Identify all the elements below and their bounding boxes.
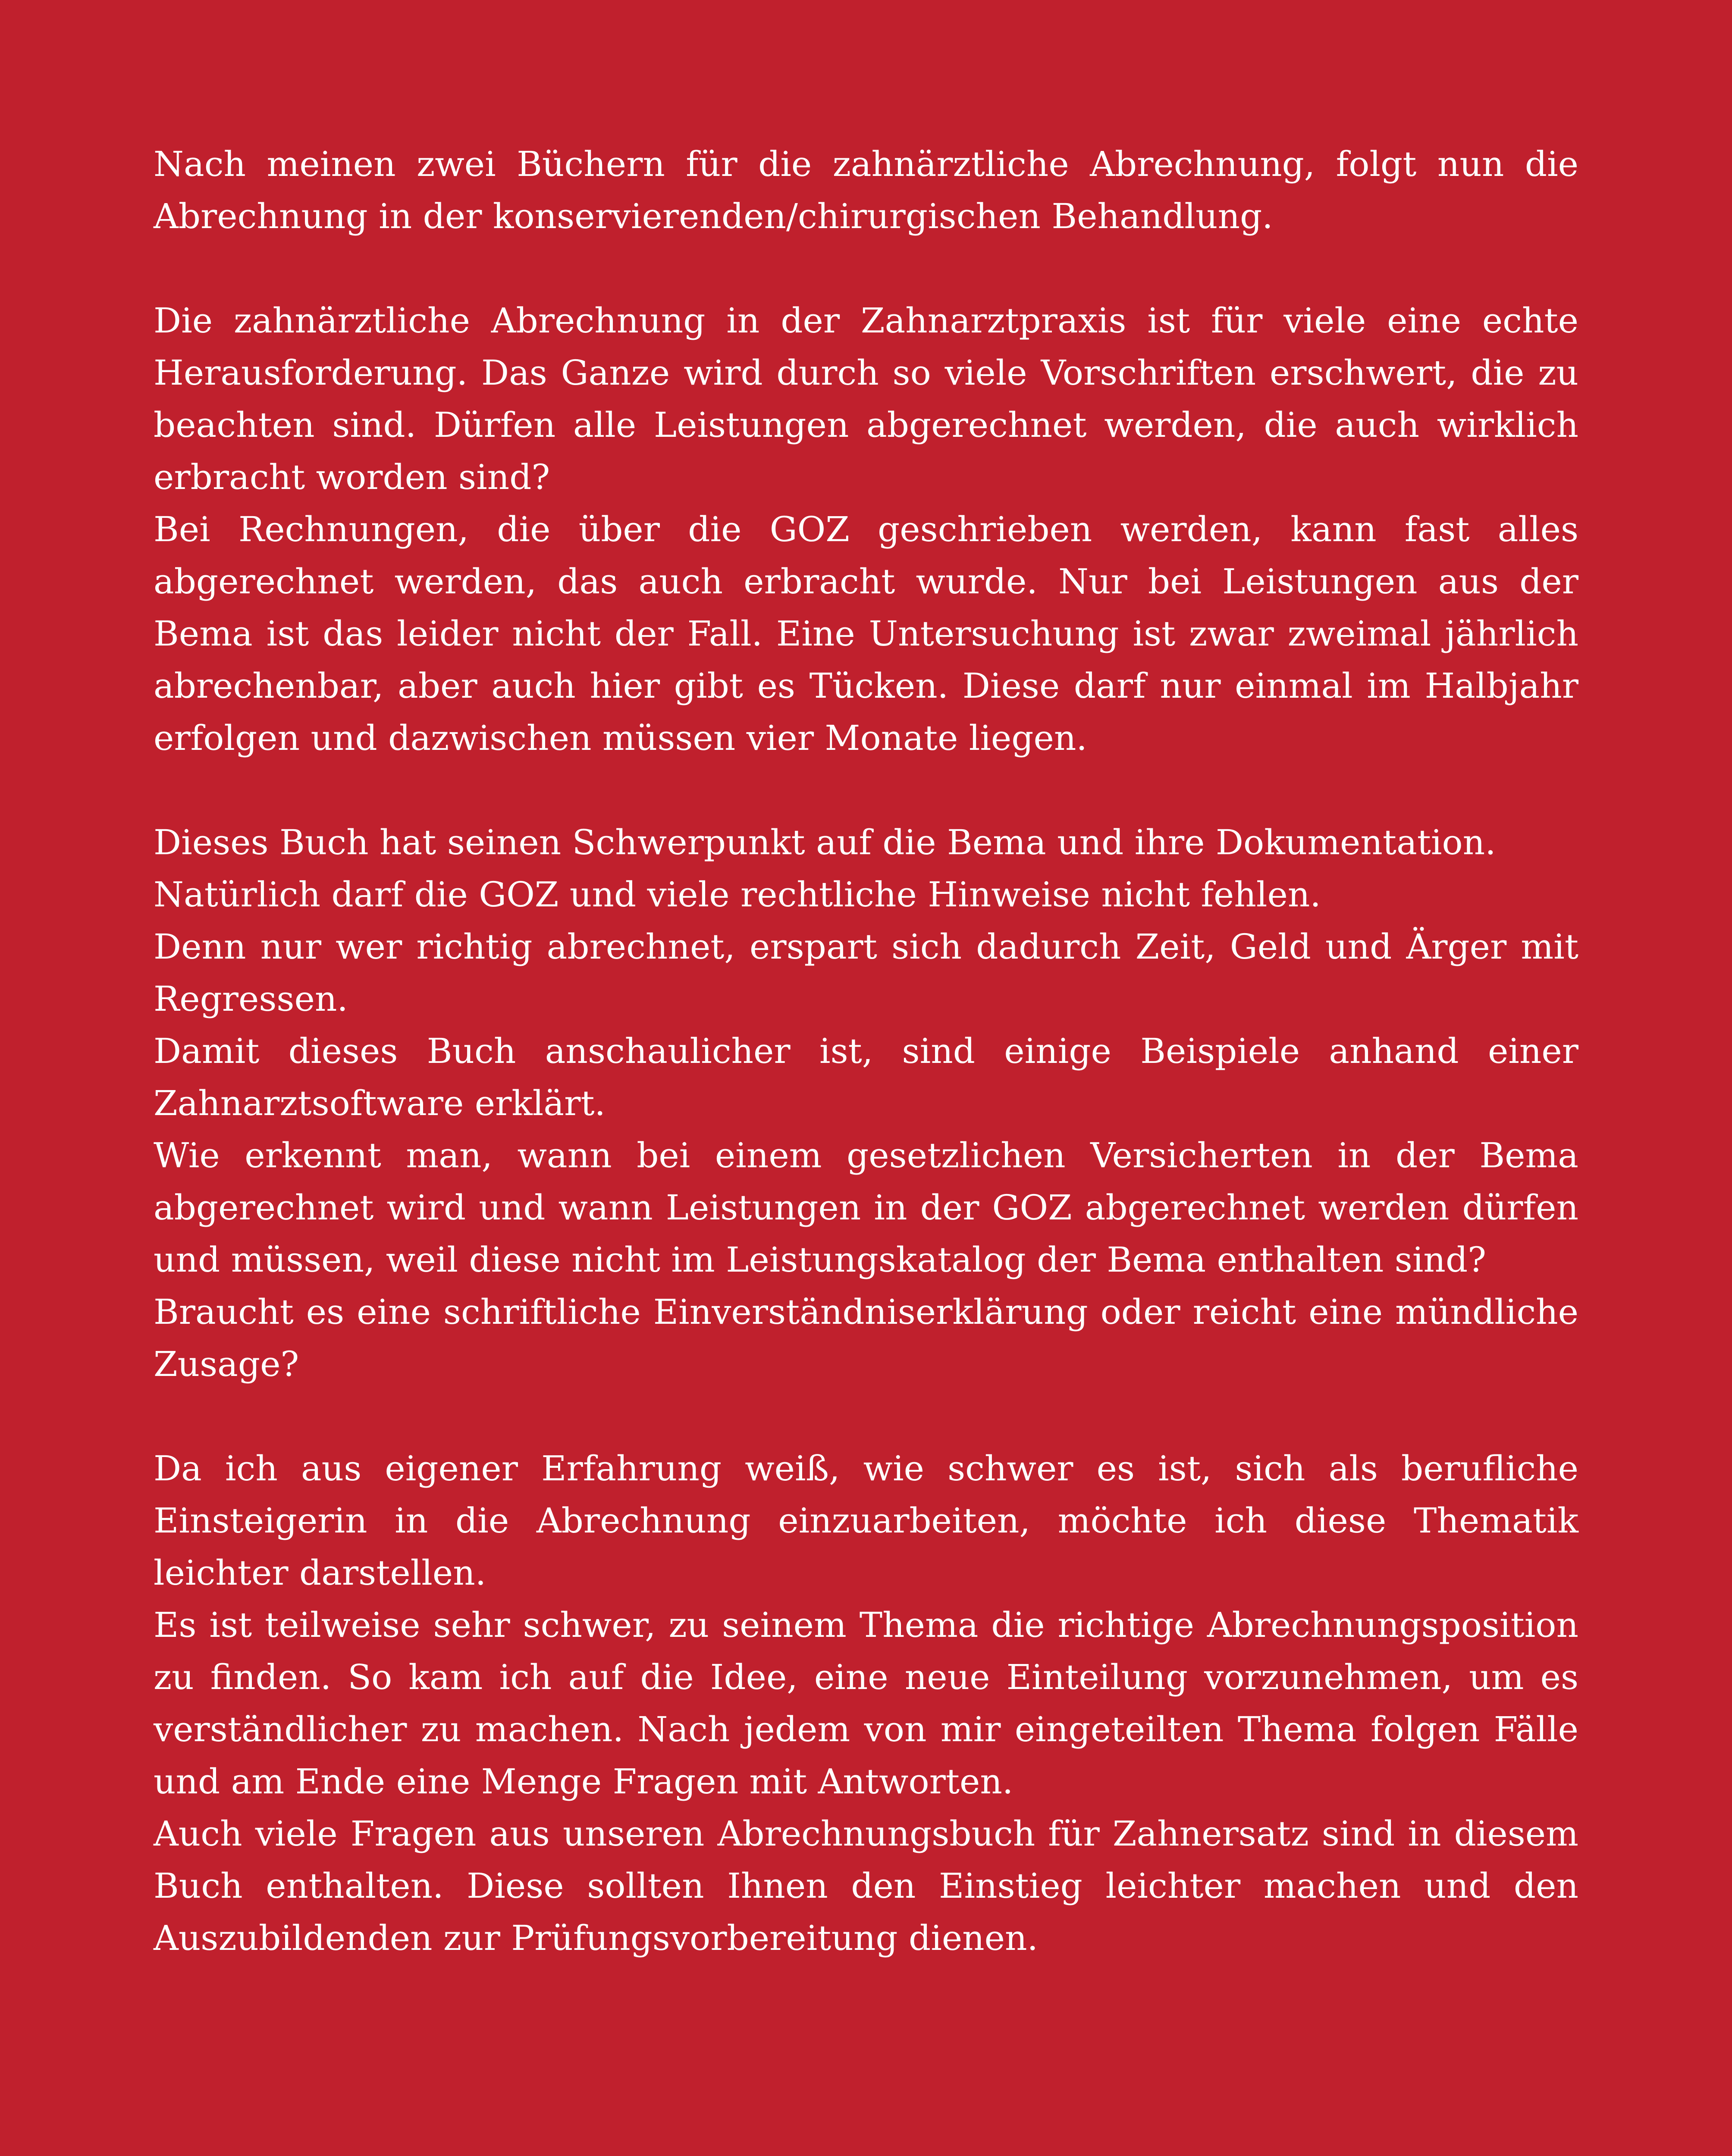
paragraph: Wie erkennt man, wann bei einem gesetzlichen Versicherten in der Bema abgerechnet wird und wann Leistungen in der GOZ abgerechnet werden dürfen und müssen, weil diese nicht im Leistungskatalog der Bema enthalten sind?: [154, 1135, 1578, 1280]
paragraph: Dieses Buch hat seinen Schwerpunkt auf die Bema und ihre Dokumentation.: [154, 822, 1496, 862]
paragraph: Damit dieses Buch anschaulicher ist, sind einige Beispiele anhand einer Zahnarztsoftware erklärt.: [154, 1031, 1578, 1123]
paragraph: Auch viele Fragen aus unseren Abrechnungsbuch für Zahnersatz sind in diesem Buch enthalten. Diese sollten Ihnen den Einstieg leichter machen und den Auszubildenden zur Prüfungsvorbereitung dienen.: [154, 1814, 1578, 1958]
blurb-text: [154, 138, 1578, 1964]
paragraph: Braucht es eine schriftliche Einverständniserklärung oder reicht eine mündliche Zusage?: [154, 1292, 1578, 1384]
paragraph: Nach meinen zwei Büchern für die zahnärztliche Abrechnung, folgt nun die Abrechnung in der konservierenden/chirurgischen Behandlung.: [154, 144, 1578, 236]
paragraph: Denn nur wer richtig abrechnet, erspart sich dadurch Zeit, Geld und Ärger mit Regressen.: [154, 927, 1578, 1019]
paragraph: Es ist teilweise sehr schwer, zu seinem Thema die richtige Abrechnungsposition zu finden. So kam ich auf die Idee, eine neue Einteilung vorzunehmen, um es verständlicher zu machen. Nach jedem von mir eingeteilten Thema folgen Fälle und am Ende eine Menge Fragen mit Antworten.: [154, 1605, 1578, 1802]
paragraph: Da ich aus eigener Erfahrung weiß, wie schwer es ist, sich als berufliche Einsteigerin in die Abrechnung einzuarbeiten, möchte ich diese Thematik leichter darstellen.: [154, 1448, 1578, 1593]
paragraph: Natürlich darf die GOZ und viele rechtliche Hinweise nicht fehlen.: [154, 874, 1321, 915]
paragraph: Bei Rechnungen, die über die GOZ geschrieben werden, kann fast alles abgerechnet werden, das auch erbracht wurde. Nur bei Leistungen aus der Bema ist das leider nicht der Fall. Eine Untersuchung ist zwar zweimal jährlich abrechenbar, aber auch hier gibt es Tücken. Diese darf nur einmal im Halbjahr erfolgen und dazwischen müssen vier Monate liegen.: [154, 509, 1578, 758]
paragraph: Die zahnärztliche Abrechnung in der Zahnarztpraxis ist für viele eine echte Herausforderung. Das Ganze wird durch so viele Vorschriften erschwert, die zu beachten sind. Dürfen alle Leistungen abgerechnet werden, die auch wirklich erbracht worden sind?: [154, 301, 1578, 497]
